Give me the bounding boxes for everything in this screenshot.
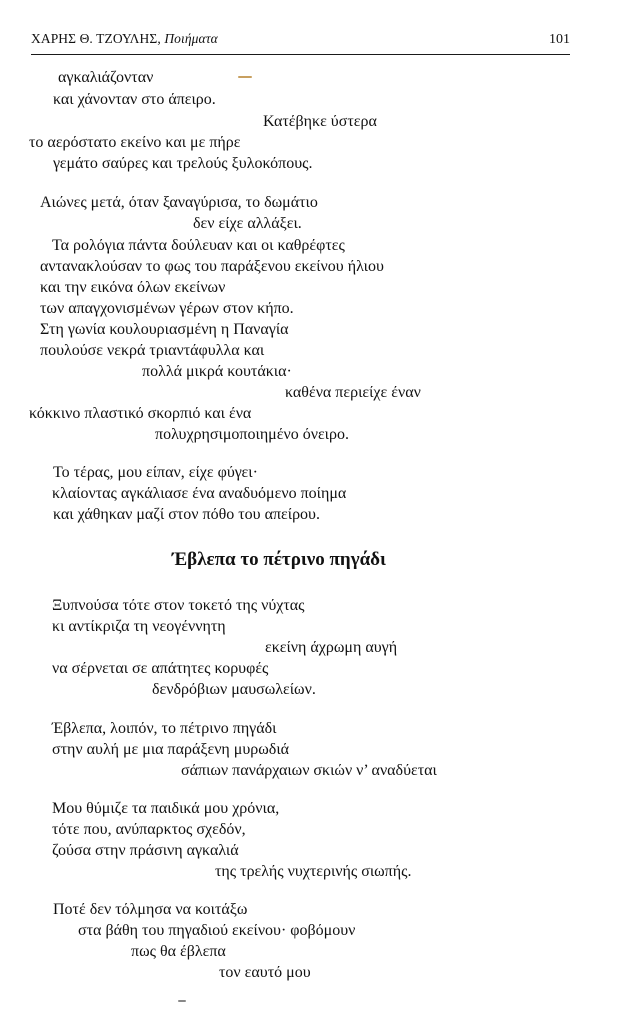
verse-line: Στη γωνία κουλουριασμένη η Παναγία	[40, 321, 289, 338]
verse-line: της τρελής νυχτερινής σιωπής.	[215, 863, 412, 880]
verse-line: ζούσα στην πράσινη αγκαλιά	[52, 842, 239, 859]
verse-line: το αερόστατο εκείνο και με πήρε	[29, 134, 241, 151]
verse-line: κόκκινο πλαστικό σκορπιό και ένα	[29, 405, 252, 422]
verse-line: κι αντίκριζα τη νεογέννητη	[52, 618, 226, 635]
verse-line: δενδρόβιων μαυσωλείων.	[152, 681, 316, 698]
verse-line: αγκαλιάζονταν	[58, 69, 154, 86]
verse-line: Έβλεπα, λοιπόν, το πέτρινο πηγάδι	[52, 720, 277, 737]
verse-line: αντανακλούσαν το φως του παράξενου εκείνου ήλιου	[40, 258, 384, 275]
verse-line: καθένα περιείχε έναν	[285, 384, 421, 401]
verse-line: δεν είχε αλλάξει.	[193, 215, 302, 232]
verse-line: στην αυλή με μια παράξενη μυρωδιά	[52, 741, 290, 758]
print-speck	[178, 1000, 186, 1002]
verse-line: και χάθηκαν μαζί στον πόθο του απείρου.	[53, 506, 320, 523]
verse-line: τότε που, ανύπαρκτος σχεδόν,	[52, 821, 246, 838]
header-author: ΧΑΡΗΣ Θ. ΤΖΟΥΛΗΣ,	[31, 31, 161, 46]
verse-line: και χάνονταν στο άπειρο.	[53, 91, 216, 108]
verse-line: πως θα έβλεπα	[131, 943, 226, 960]
verse-line: γεμάτο σαύρες και τρελούς ξυλοκόπους.	[53, 155, 313, 172]
verse-line: να σέρνεται σε απάτητες κορυφές	[52, 660, 269, 677]
print-speck	[238, 76, 252, 78]
verse-line: Μου θύμιζε τα παιδικά μου χρόνια,	[52, 800, 280, 817]
verse-line: σάπιων πανάρχαιων σκιών ν’ αναδύεται	[181, 762, 437, 779]
verse-line: πουλούσε νεκρά τριαντάφυλλα και	[40, 342, 265, 359]
verse-line: πολλά μικρά κουτάκια·	[142, 363, 292, 380]
verse-line: κλαίοντας αγκάλιασε ένα αναδυόμενο ποίημα	[52, 485, 347, 502]
page-number: 101	[549, 32, 570, 47]
verse-line: Τα ρολόγια πάντα δούλευαν και οι καθρέφτες	[52, 237, 345, 254]
verse-line: Το τέρας, μου είπαν, είχε φύγει·	[53, 464, 258, 481]
poem-title: Έβλεπα το πέτρινο πηγάδι	[172, 549, 386, 570]
verse-line: Ποτέ δεν τόλμησα να κοιτάξω	[53, 901, 248, 918]
verse-line: των απαγχονισμένων γέρων στον κήπο.	[40, 300, 294, 317]
running-header	[31, 26, 570, 55]
header-title	[31, 31, 218, 47]
verse-line: Ξυπνούσα τότε στον τοκετό της νύχτας	[52, 597, 305, 614]
verse-line: και την εικόνα όλων εκείνων	[40, 279, 226, 296]
verse-line: πολυχρησιμοποιημένο όνειρο.	[155, 426, 349, 443]
verse-line: Αιώνες μετά, όταν ξαναγύρισα, το δωμάτιο	[40, 194, 318, 211]
verse-line: εκείνη άχρωμη αυγή	[265, 639, 398, 656]
verse-line: στα βάθη του πηγαδιού εκείνου· φοβόμουν	[78, 922, 356, 939]
verse-line: τον εαυτό μου	[219, 964, 311, 981]
verse-line: Κατέβηκε ύστερα	[263, 113, 377, 130]
header-book-title: Ποιήματα	[164, 31, 218, 46]
